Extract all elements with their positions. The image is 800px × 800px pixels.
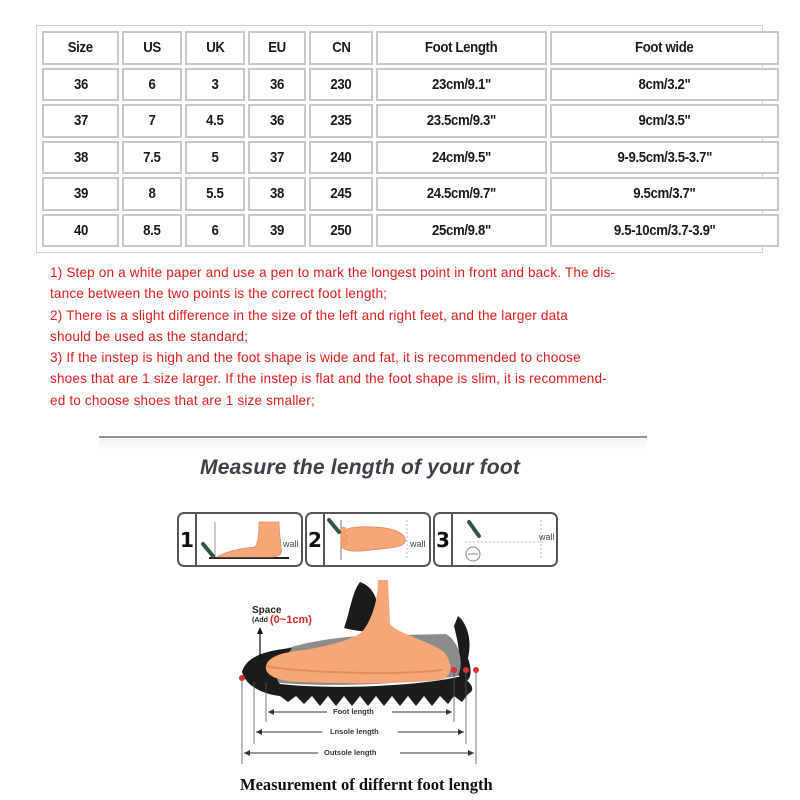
table-row [42,104,779,138]
cell-foot-length: 24.5cm/9.7" [376,177,547,211]
header-cn: CN [309,31,373,65]
instruction-line: tance between the two points is the correct foot length; [50,286,388,302]
cell-uk: 5.5 [185,177,245,211]
table-header-row [42,31,779,65]
cell-us: 8 [122,177,182,211]
wall-label: wall [410,539,426,549]
cell-us: 7.5 [122,141,182,175]
cell-cn: 230 [309,68,373,102]
cell-eu: 37 [248,141,306,175]
cell-us: 8.5 [122,214,182,248]
cell-size: 36 [42,68,119,102]
space-label: Space [252,605,282,616]
cell-cn: 245 [309,177,373,211]
add-prefix-label: (Add [252,617,268,624]
cell-cn: 240 [309,141,373,175]
cell-cn: 250 [309,214,373,248]
cell-us: 7 [122,104,182,138]
size-chart [36,25,763,253]
diagram-caption: Measurement of differnt foot length [240,775,493,794]
cell-foot-length: 24cm/9.5" [376,141,547,175]
header-us: US [122,31,182,65]
cell-eu: 39 [248,214,306,248]
header-uk: UK [185,31,245,65]
foot-in-shoe-diagram [232,572,488,768]
insole-length-label: Lnsole length [330,727,379,736]
step-panel-3 [433,512,558,567]
cell-size: 40 [42,214,119,248]
cell-uk: 4.5 [185,104,245,138]
instruction-line: 2) There is a slight difference in the size of the left and right feet, and the larger data [50,307,568,323]
instruction-line: shoes that are 1 size larger. If the instep is flat and the foot shape is slim, it is recommend- [50,371,607,387]
header-size: Size [42,31,119,65]
instruction-line: 3) If the instep is high and the foot shape is wide and fat, it is recommended to choose [50,350,581,366]
foot-length-label: Foot length [333,707,374,716]
cell-foot-wide: 9.5-10cm/3.7-3.9" [550,214,779,248]
table-row [42,141,779,175]
instruction-line: 1) Step on a white paper and use a pen to mark the longest point in front and back. The dis- [50,265,616,280]
cell-foot-length: 25cm/9.8" [376,214,547,248]
cell-eu: 36 [248,104,306,138]
wall-label: wall [283,539,299,549]
cell-foot-wide: 9cm/3.5" [550,104,779,138]
divider-shadow [99,439,647,451]
foot-in-shoe-illustration [232,572,488,768]
step-number: 1 [179,514,197,565]
table-row [42,177,779,211]
cell-size: 39 [42,177,119,211]
measure-section-title: Measure the length of your foot [200,456,521,479]
section-divider [99,436,647,438]
header-foot-wide: Foot wide [550,31,779,65]
cell-foot-length: 23cm/9.1" [376,68,547,102]
table-row [42,214,779,248]
cell-foot-length: 23.5cm/9.3" [376,104,547,138]
wall-label: wall [539,532,555,542]
cell-foot-wide: 9-9.5cm/3.5-3.7" [550,141,779,175]
cell-size: 38 [42,141,119,175]
step-number: 2 [307,514,325,565]
cell-uk: 6 [185,214,245,248]
instruction-line: ed to choose shoes that are 1 size smaller; [50,392,315,408]
cell-us: 6 [122,68,182,102]
space-range-label: (0~1cm) [270,614,312,626]
step-number: 3 [435,514,453,565]
cell-foot-wide: 9.5cm/3.7" [550,177,779,211]
cell-uk: 5 [185,141,245,175]
size-table [39,28,782,250]
cell-size: 37 [42,104,119,138]
step-panel-2 [305,512,431,567]
cell-uk: 3 [185,68,245,102]
header-eu: EU [248,31,306,65]
outsole-length-label: Outsole length [324,748,377,757]
cell-eu: 38 [248,177,306,211]
instruction-line: should be used as the standard; [50,328,249,344]
cell-eu: 36 [248,68,306,102]
step-panel-1 [177,512,303,567]
measurement-instructions [50,262,760,411]
cell-foot-wide: 8cm/3.2" [550,68,779,102]
cell-cn: 235 [309,104,373,138]
header-foot-length: Foot Length [376,31,547,65]
table-row [42,68,779,102]
